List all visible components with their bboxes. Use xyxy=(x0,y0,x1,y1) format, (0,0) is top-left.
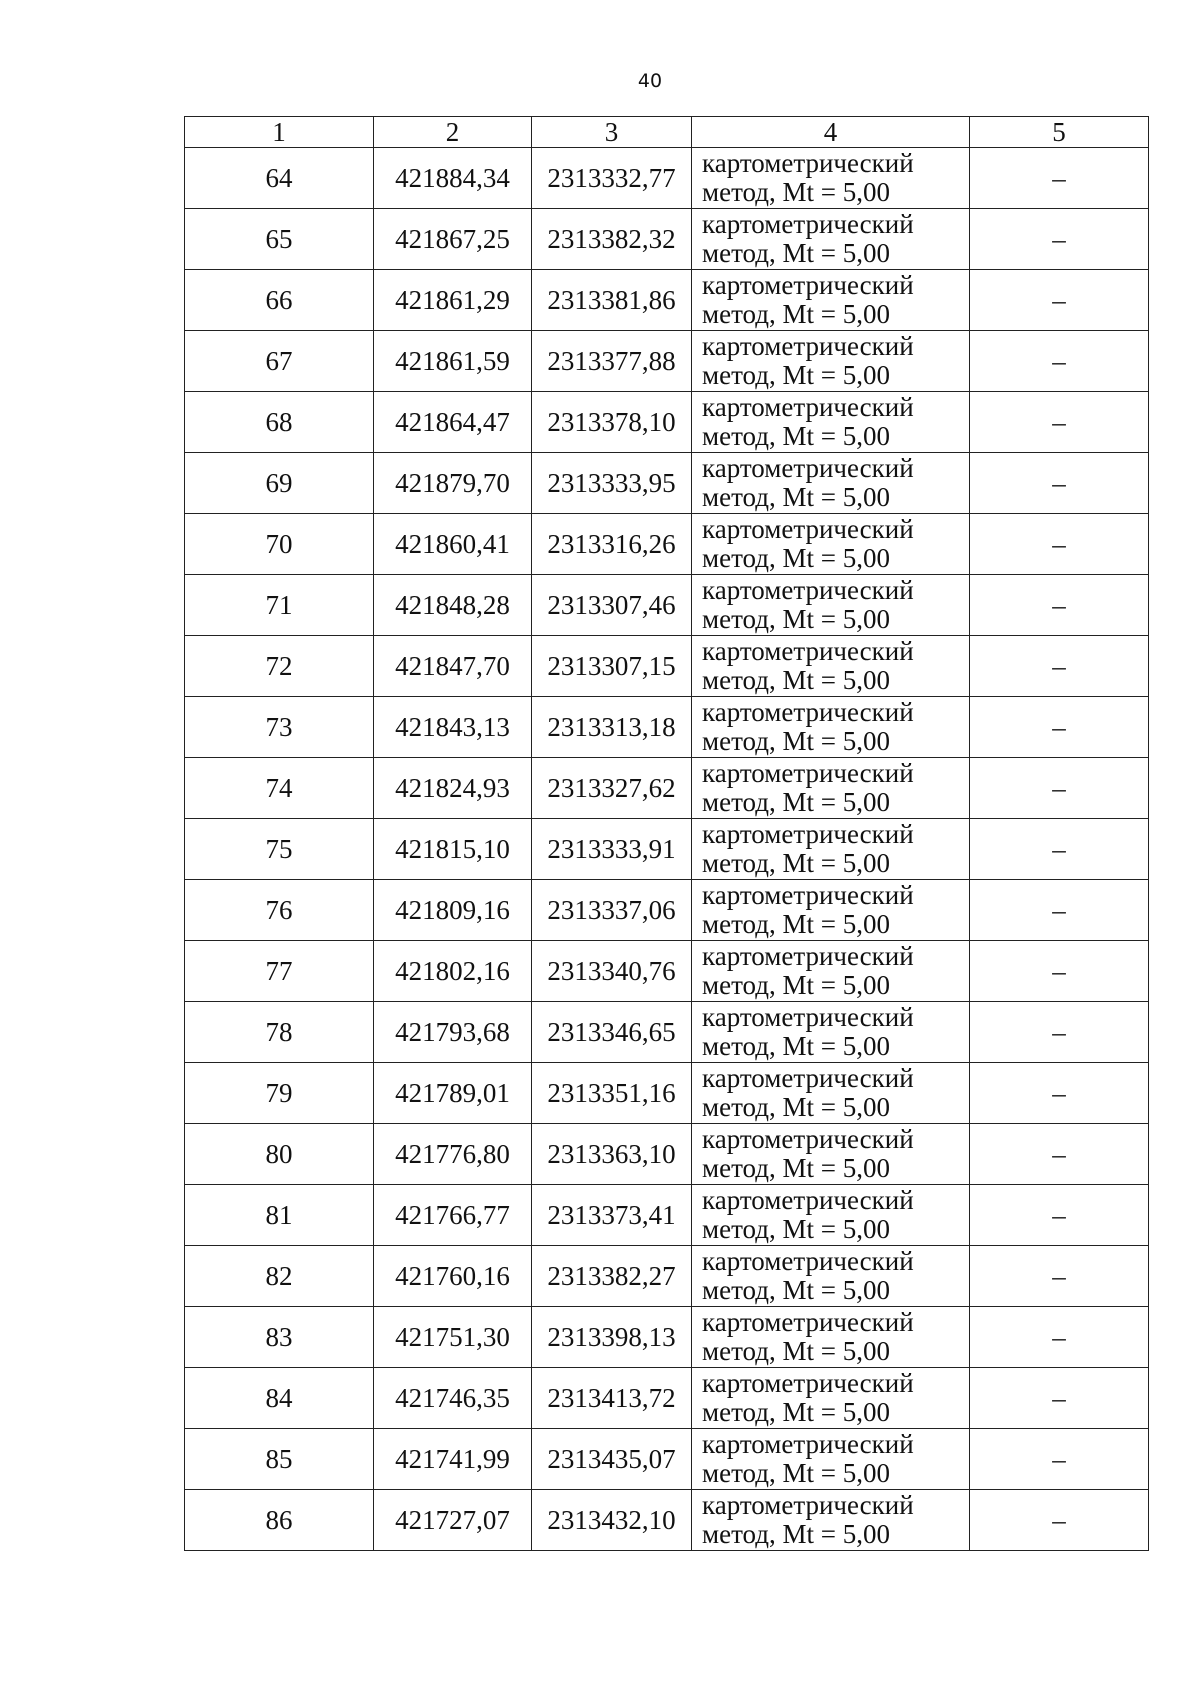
method-cell xyxy=(692,880,970,941)
point-number-cell: 84 xyxy=(185,1368,374,1429)
note-cell: – xyxy=(970,1490,1149,1551)
header-row xyxy=(185,117,1149,148)
x-coordinate-cell: 421815,10 xyxy=(374,819,532,880)
point-number-cell: 65 xyxy=(185,209,374,270)
method-cell xyxy=(692,697,970,758)
method-cell xyxy=(692,758,970,819)
table-row xyxy=(185,1307,1149,1368)
y-coordinate-cell: 2313381,86 xyxy=(532,270,692,331)
method-line-1: картометрический xyxy=(702,270,914,300)
method-cell xyxy=(692,209,970,270)
x-coordinate-cell: 421864,47 xyxy=(374,392,532,453)
note-cell: – xyxy=(970,392,1149,453)
note-cell: – xyxy=(970,880,1149,941)
column-header: 3 xyxy=(532,117,692,148)
point-number-cell: 64 xyxy=(185,148,374,209)
x-coordinate-cell: 421861,29 xyxy=(374,270,532,331)
note-cell: – xyxy=(970,941,1149,1002)
method-line-2: метод, Mt = 5,00 xyxy=(702,1092,890,1122)
method-line-1: картометрический xyxy=(702,1002,914,1032)
point-number-cell: 75 xyxy=(185,819,374,880)
point-number-cell: 86 xyxy=(185,1490,374,1551)
table-row xyxy=(185,270,1149,331)
y-coordinate-cell: 2313382,32 xyxy=(532,209,692,270)
table-row xyxy=(185,758,1149,819)
note-cell: – xyxy=(970,1429,1149,1490)
note-cell: – xyxy=(970,1185,1149,1246)
method-line-1: картометрический xyxy=(702,575,914,605)
method-cell xyxy=(692,1368,970,1429)
note-cell: – xyxy=(970,758,1149,819)
method-line-1: картометрический xyxy=(702,1368,914,1398)
method-line-2: метод, Mt = 5,00 xyxy=(702,787,890,817)
table-row xyxy=(185,1368,1149,1429)
method-line-1: картометрический xyxy=(702,758,914,788)
method-cell xyxy=(692,1124,970,1185)
method-cell xyxy=(692,270,970,331)
y-coordinate-cell: 2313337,06 xyxy=(532,880,692,941)
x-coordinate-cell: 421824,93 xyxy=(374,758,532,819)
table-row xyxy=(185,697,1149,758)
point-number-cell: 70 xyxy=(185,514,374,575)
table-row xyxy=(185,1124,1149,1185)
point-number-cell: 72 xyxy=(185,636,374,697)
y-coordinate-cell: 2313351,16 xyxy=(532,1063,692,1124)
y-coordinate-cell: 2313382,27 xyxy=(532,1246,692,1307)
note-cell: – xyxy=(970,575,1149,636)
table-body xyxy=(185,148,1149,1551)
note-cell: – xyxy=(970,636,1149,697)
y-coordinate-cell: 2313313,18 xyxy=(532,697,692,758)
method-line-2: метод, Mt = 5,00 xyxy=(702,604,890,634)
method-line-2: метод, Mt = 5,00 xyxy=(702,1275,890,1305)
method-cell xyxy=(692,1002,970,1063)
y-coordinate-cell: 2313340,76 xyxy=(532,941,692,1002)
table-row xyxy=(185,1002,1149,1063)
x-coordinate-cell: 421766,77 xyxy=(374,1185,532,1246)
y-coordinate-cell: 2313333,91 xyxy=(532,819,692,880)
method-line-2: метод, Mt = 5,00 xyxy=(702,1397,890,1427)
y-coordinate-cell: 2313363,10 xyxy=(532,1124,692,1185)
x-coordinate-cell: 421847,70 xyxy=(374,636,532,697)
x-coordinate-cell: 421789,01 xyxy=(374,1063,532,1124)
column-header: 4 xyxy=(692,117,970,148)
x-coordinate-cell: 421809,16 xyxy=(374,880,532,941)
point-number-cell: 76 xyxy=(185,880,374,941)
method-cell xyxy=(692,148,970,209)
method-cell xyxy=(692,819,970,880)
y-coordinate-cell: 2313307,15 xyxy=(532,636,692,697)
method-cell xyxy=(692,941,970,1002)
method-line-1: картометрический xyxy=(702,1185,914,1215)
method-cell xyxy=(692,1063,970,1124)
table-row xyxy=(185,575,1149,636)
table-row xyxy=(185,1185,1149,1246)
method-line-2: метод, Mt = 5,00 xyxy=(702,238,890,268)
point-number-cell: 66 xyxy=(185,270,374,331)
method-line-1: картометрический xyxy=(702,819,914,849)
x-coordinate-cell: 421867,25 xyxy=(374,209,532,270)
note-cell: – xyxy=(970,1063,1149,1124)
method-line-2: метод, Mt = 5,00 xyxy=(702,177,890,207)
method-cell xyxy=(692,453,970,514)
method-line-2: метод, Mt = 5,00 xyxy=(702,482,890,512)
table-row xyxy=(185,880,1149,941)
table-row xyxy=(185,453,1149,514)
method-line-1: картометрический xyxy=(702,148,914,178)
method-line-2: метод, Mt = 5,00 xyxy=(702,360,890,390)
method-line-2: метод, Mt = 5,00 xyxy=(702,1458,890,1488)
y-coordinate-cell: 2313333,95 xyxy=(532,453,692,514)
column-header: 5 xyxy=(970,117,1149,148)
point-number-cell: 82 xyxy=(185,1246,374,1307)
point-number-cell: 79 xyxy=(185,1063,374,1124)
note-cell: – xyxy=(970,209,1149,270)
method-line-2: метод, Mt = 5,00 xyxy=(702,726,890,756)
method-line-1: картометрический xyxy=(702,941,914,971)
y-coordinate-cell: 2313346,65 xyxy=(532,1002,692,1063)
method-line-1: картометрический xyxy=(702,880,914,910)
table-row xyxy=(185,1490,1149,1551)
coordinates-table xyxy=(184,116,1149,1551)
method-line-2: метод, Mt = 5,00 xyxy=(702,1214,890,1244)
y-coordinate-cell: 2313373,41 xyxy=(532,1185,692,1246)
method-cell xyxy=(692,514,970,575)
method-line-1: картометрический xyxy=(702,514,914,544)
method-cell xyxy=(692,636,970,697)
point-number-cell: 80 xyxy=(185,1124,374,1185)
method-line-1: картометрический xyxy=(702,636,914,666)
method-line-1: картометрический xyxy=(702,453,914,483)
method-cell xyxy=(692,1307,970,1368)
y-coordinate-cell: 2313327,62 xyxy=(532,758,692,819)
table-row xyxy=(185,148,1149,209)
x-coordinate-cell: 421843,13 xyxy=(374,697,532,758)
method-cell xyxy=(692,1429,970,1490)
note-cell: – xyxy=(970,453,1149,514)
note-cell: – xyxy=(970,148,1149,209)
point-number-cell: 78 xyxy=(185,1002,374,1063)
method-line-1: картометрический xyxy=(702,1307,914,1337)
note-cell: – xyxy=(970,1124,1149,1185)
x-coordinate-cell: 421884,34 xyxy=(374,148,532,209)
point-number-cell: 77 xyxy=(185,941,374,1002)
table-row xyxy=(185,1246,1149,1307)
method-cell xyxy=(692,331,970,392)
method-line-2: метод, Mt = 5,00 xyxy=(702,1031,890,1061)
x-coordinate-cell: 421727,07 xyxy=(374,1490,532,1551)
note-cell: – xyxy=(970,1307,1149,1368)
point-number-cell: 69 xyxy=(185,453,374,514)
column-header: 2 xyxy=(374,117,532,148)
note-cell: – xyxy=(970,270,1149,331)
method-line-2: метод, Mt = 5,00 xyxy=(702,1336,890,1366)
method-line-2: метод, Mt = 5,00 xyxy=(702,909,890,939)
method-cell xyxy=(692,1185,970,1246)
point-number-cell: 68 xyxy=(185,392,374,453)
note-cell: – xyxy=(970,1246,1149,1307)
table-row xyxy=(185,1429,1149,1490)
x-coordinate-cell: 421860,41 xyxy=(374,514,532,575)
table-row xyxy=(185,392,1149,453)
x-coordinate-cell: 421879,70 xyxy=(374,453,532,514)
x-coordinate-cell: 421760,16 xyxy=(374,1246,532,1307)
note-cell: – xyxy=(970,697,1149,758)
method-cell xyxy=(692,575,970,636)
y-coordinate-cell: 2313332,77 xyxy=(532,148,692,209)
method-line-1: картометрический xyxy=(702,1124,914,1154)
method-line-1: картометрический xyxy=(702,697,914,727)
x-coordinate-cell: 421776,80 xyxy=(374,1124,532,1185)
point-number-cell: 74 xyxy=(185,758,374,819)
point-number-cell: 71 xyxy=(185,575,374,636)
method-line-2: метод, Mt = 5,00 xyxy=(702,665,890,695)
table-row xyxy=(185,819,1149,880)
point-number-cell: 67 xyxy=(185,331,374,392)
note-cell: – xyxy=(970,1368,1149,1429)
method-line-2: метод, Mt = 5,00 xyxy=(702,970,890,1000)
note-cell: – xyxy=(970,819,1149,880)
x-coordinate-cell: 421746,35 xyxy=(374,1368,532,1429)
y-coordinate-cell: 2313307,46 xyxy=(532,575,692,636)
method-line-1: картометрический xyxy=(702,209,914,239)
method-line-1: картометрический xyxy=(702,392,914,422)
note-cell: – xyxy=(970,331,1149,392)
method-line-2: метод, Mt = 5,00 xyxy=(702,421,890,451)
method-line-1: картометрический xyxy=(702,331,914,361)
y-coordinate-cell: 2313432,10 xyxy=(532,1490,692,1551)
method-line-2: метод, Mt = 5,00 xyxy=(702,848,890,878)
x-coordinate-cell: 421741,99 xyxy=(374,1429,532,1490)
note-cell: – xyxy=(970,514,1149,575)
y-coordinate-cell: 2313377,88 xyxy=(532,331,692,392)
note-cell: – xyxy=(970,1002,1149,1063)
y-coordinate-cell: 2313316,26 xyxy=(532,514,692,575)
y-coordinate-cell: 2313378,10 xyxy=(532,392,692,453)
method-line-2: метод, Mt = 5,00 xyxy=(702,543,890,573)
table-row xyxy=(185,514,1149,575)
method-line-2: метод, Mt = 5,00 xyxy=(702,299,890,329)
y-coordinate-cell: 2313413,72 xyxy=(532,1368,692,1429)
point-number-cell: 83 xyxy=(185,1307,374,1368)
method-cell xyxy=(692,392,970,453)
method-line-1: картометрический xyxy=(702,1246,914,1276)
point-number-cell: 81 xyxy=(185,1185,374,1246)
point-number-cell: 85 xyxy=(185,1429,374,1490)
method-line-1: картометрический xyxy=(702,1063,914,1093)
method-line-2: метод, Mt = 5,00 xyxy=(702,1519,890,1549)
x-coordinate-cell: 421802,16 xyxy=(374,941,532,1002)
method-line-1: картометрический xyxy=(702,1429,914,1459)
x-coordinate-cell: 421751,30 xyxy=(374,1307,532,1368)
y-coordinate-cell: 2313398,13 xyxy=(532,1307,692,1368)
column-header: 1 xyxy=(185,117,374,148)
method-line-2: метод, Mt = 5,00 xyxy=(702,1153,890,1183)
table-row xyxy=(185,331,1149,392)
x-coordinate-cell: 421848,28 xyxy=(374,575,532,636)
method-cell xyxy=(692,1246,970,1307)
table-row xyxy=(185,941,1149,1002)
x-coordinate-cell: 421861,59 xyxy=(374,331,532,392)
method-line-1: картометрический xyxy=(702,1490,914,1520)
method-cell xyxy=(692,1490,970,1551)
table-row xyxy=(185,636,1149,697)
table-row xyxy=(185,209,1149,270)
y-coordinate-cell: 2313435,07 xyxy=(532,1429,692,1490)
page-number: 40 xyxy=(637,70,663,92)
point-number-cell: 73 xyxy=(185,697,374,758)
table-row xyxy=(185,1063,1149,1124)
x-coordinate-cell: 421793,68 xyxy=(374,1002,532,1063)
